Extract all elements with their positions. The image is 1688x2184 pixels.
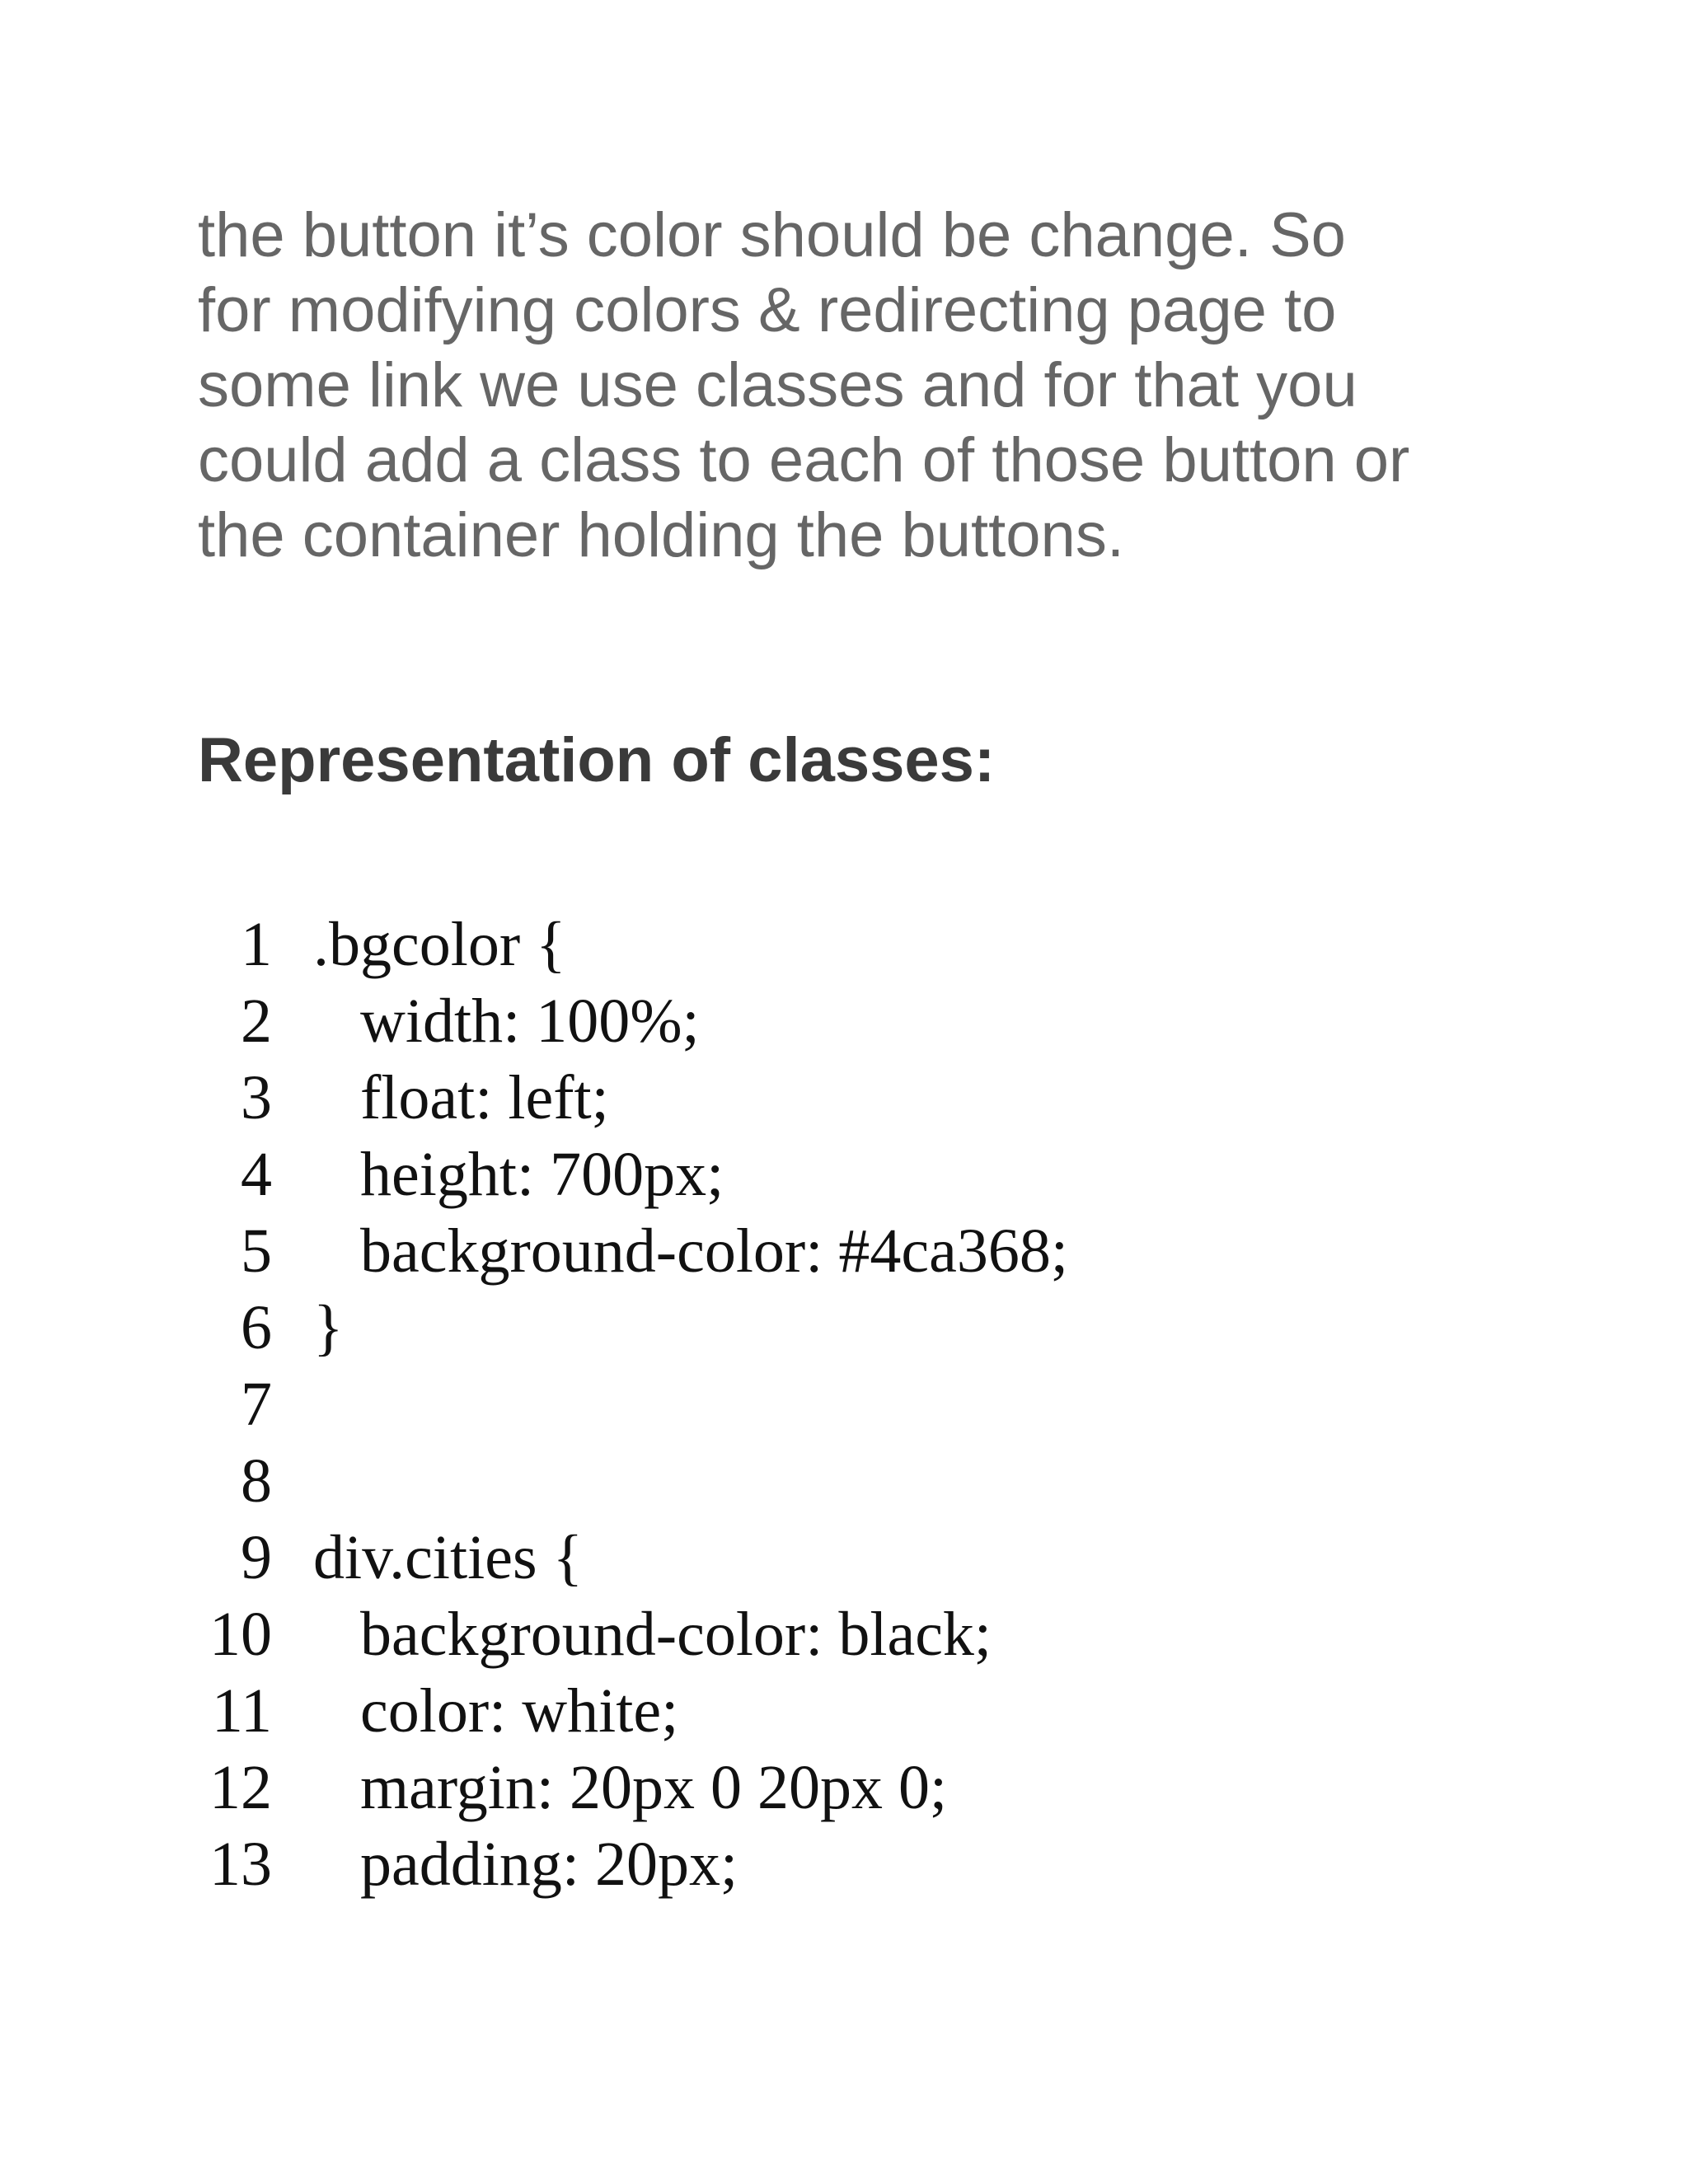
code-line — [198, 1366, 1434, 1443]
code-line — [198, 907, 1434, 983]
code-line — [198, 1213, 1434, 1290]
code-line — [198, 983, 1434, 1060]
code-text: background-color: #4ca368; — [313, 1216, 1068, 1286]
body-paragraph — [198, 198, 1550, 573]
code-line — [198, 1596, 1434, 1673]
code-text: } — [313, 1293, 344, 1362]
code-line — [198, 1673, 1434, 1750]
line-number: 7 — [241, 1370, 272, 1439]
code-text: width: 100%; — [313, 987, 700, 1056]
line-number: 5 — [241, 1216, 272, 1286]
code-line — [198, 1750, 1434, 1826]
code-line — [198, 1290, 1434, 1366]
section-heading: Representation of classes: — [198, 725, 996, 795]
code-text: margin: 20px 0 20px 0; — [313, 1753, 948, 1822]
line-number: 13 — [209, 1830, 272, 1899]
code-line — [198, 1443, 1434, 1520]
line-number: 2 — [241, 987, 272, 1056]
line-number: 9 — [241, 1523, 272, 1592]
code-line — [198, 1137, 1434, 1213]
paragraph-line: could add a class to each of those button or — [198, 425, 1410, 495]
code-text: .bgcolor { — [313, 910, 566, 979]
code-listing — [198, 907, 1434, 1903]
code-text: padding: 20px; — [313, 1830, 738, 1899]
line-number: 12 — [209, 1753, 272, 1822]
code-text: float: left; — [313, 1063, 609, 1132]
paragraph-line: the container holding the buttons. — [198, 500, 1124, 570]
code-text: color: white; — [313, 1676, 679, 1746]
paragraph-line: for modifying colors & redirecting page to — [198, 275, 1337, 345]
code-line — [198, 1060, 1434, 1137]
code-line — [198, 1826, 1434, 1903]
code-line — [198, 1520, 1434, 1596]
line-number: 10 — [209, 1600, 272, 1669]
code-text: div.cities { — [313, 1523, 584, 1592]
paragraph-line: some link we use classes and for that you — [198, 350, 1357, 420]
line-number: 6 — [241, 1293, 272, 1362]
code-text: background-color: black; — [313, 1600, 992, 1669]
line-number: 3 — [241, 1063, 272, 1132]
line-number: 1 — [241, 910, 272, 979]
line-number: 4 — [241, 1140, 272, 1209]
code-text: height: 700px; — [313, 1140, 724, 1209]
line-number: 11 — [211, 1676, 272, 1746]
line-number: 8 — [241, 1446, 272, 1516]
paragraph-line: the button it’s color should be change. So — [198, 200, 1346, 270]
